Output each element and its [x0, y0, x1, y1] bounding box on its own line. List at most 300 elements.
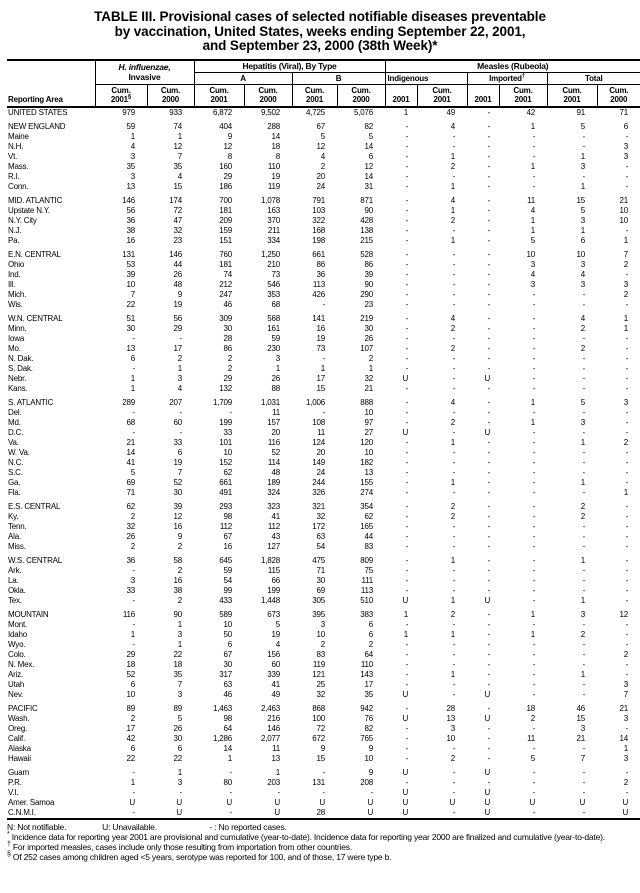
section-marker: §: [7, 850, 11, 858]
value-cell: 3: [580, 215, 586, 225]
value-cell: 6: [177, 743, 182, 753]
value-cell: 36: [316, 269, 325, 279]
value-cell: -: [625, 161, 629, 171]
table-row: [7, 172, 640, 182]
value-cell: -: [487, 269, 491, 279]
table-row: [7, 778, 640, 788]
reporting-area-cell: Okla.: [8, 585, 26, 595]
value-cell: -: [452, 269, 456, 279]
value-cell: 10: [364, 407, 374, 417]
value-cell: 15: [316, 753, 325, 763]
reporting-area-cell: MOUNTAIN: [8, 609, 49, 619]
value-cell: 3: [130, 171, 135, 181]
value-cell: -: [625, 467, 629, 477]
value-cell: -: [532, 299, 536, 309]
value-cell: -: [487, 353, 491, 363]
value-cell: 30: [173, 487, 182, 497]
value-cell: 2: [450, 609, 456, 619]
value-cell: -: [582, 333, 586, 343]
value-cell: 19: [173, 299, 182, 309]
table-row: [7, 502, 640, 512]
value-cell: -: [487, 457, 491, 467]
value-cell: 18: [126, 659, 135, 669]
value-cell: -: [532, 427, 536, 437]
value-cell: 138: [360, 225, 374, 235]
value-cell: 326: [312, 487, 325, 497]
value-cell: 2: [623, 289, 629, 299]
value-cell: -: [487, 313, 491, 323]
value-cell: 1: [580, 225, 586, 235]
reporting-area-cell: N.J.: [8, 225, 22, 235]
value-cell: -: [625, 343, 629, 353]
value-cell: -: [532, 323, 536, 333]
value-cell: 19: [316, 333, 325, 343]
value-cell: 3: [177, 629, 182, 639]
title-line-2: by vaccination, United States, weeks ending September 22, 2001,: [114, 23, 526, 39]
value-cell: 32: [316, 689, 325, 699]
value-cell: -: [625, 787, 629, 797]
value-cell: 33: [126, 585, 135, 595]
value-cell: 2: [320, 161, 325, 171]
reporting-area-cell: Colo.: [8, 649, 26, 659]
value-cell: 2: [623, 649, 629, 659]
value-cell: 112: [219, 521, 232, 531]
value-cell: 116: [267, 437, 280, 447]
value-cell: -: [532, 639, 536, 649]
value-cell: 203: [267, 777, 280, 787]
table-row: [7, 512, 640, 522]
value-cell: 10: [364, 447, 374, 457]
table-row: [7, 596, 640, 606]
table-row: [7, 478, 640, 488]
value-cell: 426: [312, 289, 325, 299]
value-cell: 35: [364, 689, 374, 699]
reporting-area-cell: Mo.: [8, 343, 21, 353]
value-cell: -: [487, 161, 491, 171]
value-cell: 7: [130, 289, 135, 299]
column-header: 2001: [467, 84, 499, 107]
reporting-area-cell: R.I.: [8, 171, 20, 181]
reporting-area-cell: Ga.: [8, 477, 21, 487]
value-cell: -: [625, 501, 629, 511]
reporting-area-cell: Hawaii: [8, 753, 31, 763]
value-cell: 75: [364, 565, 374, 575]
value-cell: 17: [126, 723, 135, 733]
value-cell: 5: [530, 753, 536, 763]
value-cell: 108: [312, 417, 325, 427]
table-row: [7, 182, 640, 192]
value-cell: 11: [272, 743, 280, 753]
value-cell: 1: [530, 609, 536, 619]
value-cell: 5: [320, 131, 325, 141]
value-cell: 4: [530, 269, 536, 279]
value-cell: -: [532, 477, 536, 487]
value-cell: -: [487, 521, 491, 531]
value-cell: 3: [580, 279, 586, 289]
reporting-area-cell: Utah: [8, 679, 25, 689]
value-cell: -: [547, 808, 597, 819]
value-cell: U: [129, 797, 135, 807]
value-cell: 111: [361, 575, 374, 585]
value-cell: 41: [271, 511, 280, 521]
value-cell: U: [467, 808, 499, 819]
reporting-area-cell: Ky.: [8, 511, 19, 521]
table-row: [7, 670, 640, 680]
value-cell: 2: [368, 353, 374, 363]
value-cell: 20: [316, 447, 325, 457]
value-cell: 82: [364, 723, 374, 733]
reporting-area-cell: N.Y. City: [8, 215, 37, 225]
value-cell: -: [405, 777, 409, 787]
value-cell: -: [322, 407, 325, 417]
value-cell: U: [622, 797, 629, 807]
value-cell: -: [405, 437, 409, 447]
table-row: [7, 196, 640, 206]
value-cell: 63: [316, 531, 325, 541]
value-cell: -: [625, 333, 629, 343]
value-cell: 54: [316, 541, 325, 551]
imported-footnote-marker: †: [521, 72, 525, 79]
measles-group-header: Measles (Rubeola): [385, 60, 640, 73]
value-cell: U: [484, 797, 491, 807]
value-cell: 4: [177, 383, 182, 393]
value-cell: 5: [580, 205, 586, 215]
value-cell: 6: [368, 619, 374, 629]
value-cell: 1: [130, 777, 135, 787]
value-cell: 89: [173, 703, 182, 713]
hepatitis-b-header: B: [292, 72, 385, 84]
table-row: [7, 630, 640, 640]
value-cell: -: [405, 521, 409, 531]
value-cell: 74: [223, 269, 232, 279]
value-cell: 2: [130, 713, 135, 723]
value-cell: 309: [219, 313, 232, 323]
value-cell: -: [487, 195, 491, 205]
value-cell: 568: [267, 313, 280, 323]
value-cell: 1: [177, 767, 182, 777]
indigenous-header: Indigenous: [385, 72, 467, 84]
value-cell: 16: [173, 521, 182, 531]
value-cell: 58: [173, 555, 182, 565]
value-cell: 305: [312, 595, 325, 605]
value-cell: 353: [267, 289, 280, 299]
value-cell: 113: [312, 279, 325, 289]
value-cell: 4: [450, 313, 456, 323]
total-header: Total: [547, 72, 640, 84]
value-cell: 29: [223, 373, 232, 383]
value-cell: 1: [623, 487, 629, 497]
reporting-area-cell: Vt.: [8, 151, 18, 161]
value-cell: 661: [312, 249, 325, 259]
column-header: Cum. 2000: [337, 84, 385, 107]
value-cell: -: [370, 787, 374, 797]
value-cell: 68: [271, 299, 280, 309]
value-cell: 48: [173, 279, 182, 289]
value-cell: 98: [223, 511, 232, 521]
value-cell: 159: [219, 225, 232, 235]
hinfluenzae-name: H. influenzae,: [118, 62, 171, 72]
value-cell: 1,828: [260, 555, 280, 565]
value-cell: 1: [580, 477, 586, 487]
value-cell: 15: [576, 195, 586, 205]
value-cell: -: [625, 541, 629, 551]
value-cell: -: [132, 407, 135, 417]
reporting-area-cell: W. Va.: [8, 447, 30, 457]
value-cell: 10: [126, 689, 135, 699]
value-cell: -: [582, 619, 586, 629]
value-cell: 2: [177, 541, 182, 551]
table-row: [7, 280, 640, 290]
value-cell: 13: [446, 713, 456, 723]
reporting-area-cell: W.S. CENTRAL: [8, 555, 63, 565]
value-cell: 1: [450, 151, 456, 161]
value-cell: -: [487, 249, 491, 259]
value-cell: -: [405, 723, 409, 733]
value-cell: 1: [130, 131, 135, 141]
value-cell: 14: [619, 733, 629, 743]
value-cell: -: [452, 383, 456, 393]
value-cell: U: [367, 797, 374, 807]
value-cell: 4: [320, 151, 325, 161]
value-cell: 73: [316, 343, 325, 353]
value-cell: 53: [126, 259, 135, 269]
value-cell: 7: [177, 467, 182, 477]
value-cell: 39: [173, 501, 182, 511]
value-cell: -: [277, 787, 280, 797]
value-cell: 11: [317, 427, 325, 437]
value-cell: -: [625, 353, 629, 363]
value-cell: -: [132, 363, 135, 373]
value-cell: 64: [364, 649, 374, 659]
legend-no-reported-cases: - : No reported cases.: [209, 821, 287, 832]
value-cell: 62: [223, 467, 232, 477]
value-cell: 26: [173, 723, 182, 733]
value-cell: 131: [122, 249, 135, 259]
value-cell: 12: [619, 609, 629, 619]
value-cell: 2,077: [260, 733, 280, 743]
value-cell: 86: [223, 343, 232, 353]
value-cell: -: [487, 417, 491, 427]
value-cell: -: [405, 669, 409, 679]
value-cell: U: [244, 808, 292, 819]
value-cell: 42: [526, 107, 536, 117]
hinfluenzae-group-header: [95, 60, 194, 85]
value-cell: -: [532, 407, 536, 417]
value-cell: 131: [312, 777, 325, 787]
value-cell: 13: [126, 343, 135, 353]
value-cell: -: [487, 511, 491, 521]
value-cell: 3: [580, 161, 586, 171]
value-cell: -: [405, 151, 409, 161]
value-cell: 1: [623, 313, 629, 323]
value-cell: -: [532, 467, 536, 477]
value-cell: -: [487, 181, 491, 191]
value-cell: -: [229, 767, 232, 777]
value-cell: 146: [122, 195, 135, 205]
value-cell: -: [625, 531, 629, 541]
value-cell: -: [532, 383, 536, 393]
value-cell: 51: [126, 313, 135, 323]
value-cell: 1,006: [305, 397, 325, 407]
value-cell: 317: [219, 669, 232, 679]
value-cell: 404: [219, 121, 232, 131]
value-cell: -: [487, 333, 491, 343]
value-cell: 98: [223, 713, 232, 723]
value-cell: -: [452, 225, 456, 235]
value-cell: 6: [368, 629, 374, 639]
value-cell: 29: [223, 171, 232, 181]
value-cell: 1: [450, 181, 456, 191]
value-cell: 3: [623, 679, 629, 689]
value-cell: 5: [275, 619, 280, 629]
value-cell: 1: [580, 181, 586, 191]
table-row: [7, 680, 640, 690]
value-cell: 120: [360, 437, 374, 447]
value-cell: 3: [130, 575, 135, 585]
value-cell: 1: [450, 235, 456, 245]
value-cell: 3: [580, 417, 586, 427]
value-cell: -: [532, 669, 536, 679]
value-cell: -: [487, 477, 491, 487]
value-cell: -: [405, 649, 409, 659]
value-cell: -: [405, 679, 409, 689]
value-cell: U: [402, 689, 409, 699]
value-cell: -: [625, 417, 629, 427]
value-cell: 141: [312, 313, 325, 323]
value-cell: -: [405, 383, 409, 393]
value-cell: -: [487, 299, 491, 309]
value-cell: 33: [223, 427, 232, 437]
legend-not-notifiable: N: Not notifiable.: [7, 821, 67, 832]
value-cell: 66: [271, 575, 280, 585]
value-cell: -: [582, 353, 586, 363]
value-cell: -: [322, 787, 325, 797]
column-header-row: [7, 84, 640, 107]
value-cell: -: [532, 659, 536, 669]
value-cell: 47: [173, 215, 182, 225]
value-cell: 212: [219, 279, 232, 289]
value-cell: 293: [219, 501, 232, 511]
value-cell: 1: [403, 609, 409, 619]
value-cell: -: [625, 457, 629, 467]
value-cell: 29: [126, 649, 135, 659]
column-header: Cum. 2001: [547, 84, 597, 107]
value-cell: -: [487, 777, 491, 787]
value-cell: 127: [267, 541, 280, 551]
table-row: [7, 314, 640, 324]
value-cell: 38: [173, 585, 182, 595]
value-cell: 1: [130, 373, 135, 383]
value-cell: -: [487, 131, 491, 141]
value-cell: -: [532, 363, 536, 373]
value-cell: 3: [530, 259, 536, 269]
value-cell: 7: [623, 689, 629, 699]
value-cell: 207: [169, 397, 182, 407]
value-cell: 26: [271, 373, 280, 383]
value-cell: -: [405, 205, 409, 215]
value-cell: 2: [450, 343, 456, 353]
legend-unavailable: U: Unavailable.: [102, 821, 157, 832]
value-cell: 146: [267, 723, 280, 733]
value-cell: -: [487, 585, 491, 595]
value-cell: -: [499, 808, 547, 819]
value-cell: 62: [126, 501, 135, 511]
value-cell: -: [405, 333, 409, 343]
value-cell: -: [625, 619, 629, 629]
column-header: 2001: [385, 84, 417, 107]
value-cell: 700: [219, 195, 232, 205]
value-cell: U: [402, 797, 409, 807]
value-cell: 21: [576, 733, 586, 743]
value-cell: 165: [360, 521, 374, 531]
value-cell: 1: [177, 639, 182, 649]
table-row: [7, 448, 640, 458]
value-cell: -: [582, 487, 586, 497]
table-row: [7, 744, 640, 754]
reporting-area-cell: N. Dak.: [8, 353, 34, 363]
value-cell: -: [625, 171, 629, 181]
table-row: [7, 206, 640, 216]
value-cell: 1: [275, 767, 280, 777]
value-cell: -: [582, 787, 586, 797]
value-cell: 1,078: [260, 195, 280, 205]
value-cell: -: [405, 131, 409, 141]
value-cell: 1: [450, 629, 456, 639]
reporting-area-cell: Ala.: [8, 531, 21, 541]
value-cell: 942: [360, 703, 374, 713]
value-cell: 110: [360, 659, 374, 669]
value-cell: 2: [450, 511, 456, 521]
value-cell: -: [532, 743, 536, 753]
value-cell: 7: [177, 679, 182, 689]
value-cell: -: [405, 121, 409, 131]
value-cell: 17: [364, 679, 374, 689]
value-cell: 52: [271, 447, 280, 457]
value-cell: 4: [450, 121, 456, 131]
value-cell: 49: [446, 107, 456, 117]
value-cell: 35: [173, 669, 182, 679]
table-row: [7, 566, 640, 576]
value-cell: 2: [368, 639, 374, 649]
table-row: [7, 324, 640, 334]
value-cell: -: [132, 595, 135, 605]
table-row: [7, 690, 640, 700]
value-cell: 3: [320, 619, 325, 629]
value-cell: 1: [320, 363, 325, 373]
value-cell: 10: [223, 447, 232, 457]
value-cell: 32: [173, 225, 182, 235]
value-cell: 14: [364, 141, 374, 151]
value-cell: 2: [580, 501, 586, 511]
value-cell: -: [487, 363, 491, 373]
value-cell: 90: [173, 609, 182, 619]
reporting-area-cell: V.I.: [8, 787, 19, 797]
value-cell: 5: [368, 131, 374, 141]
value-cell: 103: [312, 205, 325, 215]
value-cell: 1: [580, 595, 586, 605]
value-cell: -: [532, 555, 536, 565]
value-cell: 60: [173, 417, 182, 427]
value-cell: 6: [580, 235, 586, 245]
value-cell: -: [532, 767, 536, 777]
value-cell: 23: [173, 235, 182, 245]
value-cell: U: [319, 797, 325, 807]
value-cell: 1: [580, 555, 586, 565]
value-cell: 14: [126, 447, 135, 457]
value-cell: 29: [173, 323, 182, 333]
value-cell: 59: [271, 333, 280, 343]
value-cell: 15: [316, 383, 325, 393]
